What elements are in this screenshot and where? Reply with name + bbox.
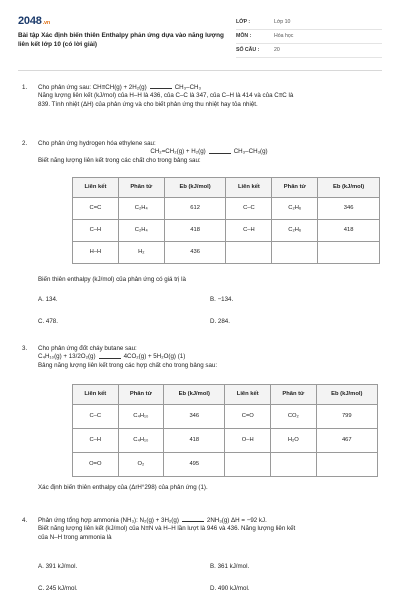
table-header: Eb (kJ/mol)	[316, 385, 377, 405]
table-row	[73, 405, 378, 429]
table-cell: C–H	[73, 429, 119, 453]
question-3-prompt	[22, 484, 382, 494]
equation-left: CH₂=CH₂(g) + H₂(g)	[150, 148, 206, 156]
meta-row-class	[236, 16, 382, 30]
option-b[interactable]: B. −134.	[210, 296, 234, 303]
question-number: 1.	[22, 84, 28, 91]
logo-suffix: .vn	[42, 20, 51, 26]
table-header: Liên kết	[73, 178, 119, 198]
reaction-arrow	[209, 150, 231, 154]
question-3	[22, 345, 382, 379]
question-text	[38, 84, 380, 92]
table-row	[73, 242, 380, 264]
question-number: 3.	[22, 345, 28, 352]
table-cell: C₂H₄	[118, 220, 164, 242]
question-number: 4.	[22, 517, 28, 524]
question-text: Năng lượng liên kết (kJ/mol) của H–H là 436, của C–C là 347, của C–H là 414 và của C≡C là	[38, 92, 294, 100]
table-cell: C–C	[73, 405, 119, 429]
table-cell: H₂O	[271, 429, 317, 453]
equation-left: C₄H₁₀(g) + 13/2O₂(g)	[38, 353, 96, 361]
option-a[interactable]: A. 391 kJ/mol.	[38, 563, 78, 570]
reaction-arrow	[99, 355, 121, 359]
option-d[interactable]: D. 284.	[210, 318, 230, 325]
question-body	[38, 517, 380, 542]
table-cell	[316, 453, 377, 477]
table-cell: C₂H₆	[272, 220, 318, 242]
table-header-row	[73, 385, 378, 405]
option-b[interactable]: B. 361 kJ/mol.	[210, 563, 250, 570]
table-header: Liên kết	[225, 385, 271, 405]
option-d[interactable]: D. 490 kJ/mol.	[210, 585, 250, 592]
question-text: của N–H trong ammonia là	[38, 533, 112, 541]
table-cell: O–H	[225, 429, 271, 453]
reaction-arrow	[182, 518, 204, 522]
table-cell: 346	[164, 405, 225, 429]
meta-label: MÔN :	[236, 32, 252, 39]
table-cell: C=O	[225, 405, 271, 429]
table-cell: C₂H₆	[272, 198, 318, 220]
table-header: Phân tử	[118, 178, 164, 198]
option-a[interactable]: A. 134.	[38, 296, 58, 303]
table-cell: O=O	[73, 453, 119, 477]
option-c[interactable]: C. 478.	[38, 318, 58, 325]
table-cell	[271, 453, 317, 477]
table-cell	[226, 242, 272, 264]
document-header	[18, 12, 382, 62]
table-cell: 467	[316, 429, 377, 453]
table-cell: C=C	[73, 198, 119, 220]
table-header: Phân tử	[271, 385, 317, 405]
table-cell	[225, 453, 271, 477]
reaction-arrow	[150, 85, 172, 89]
table-header: Phân tử	[272, 178, 318, 198]
table-row	[73, 220, 380, 242]
equation-right: 4CO₂(g) + 5H₂O(g) (1)	[123, 353, 186, 361]
question-number: 2.	[22, 140, 28, 147]
table-header: Eb (kJ/mol)	[318, 178, 380, 198]
table-header: Eb (kJ/mol)	[164, 178, 226, 198]
meta-box	[236, 16, 382, 58]
table-cell: C–H	[226, 220, 272, 242]
table-header: Phân tử	[118, 385, 164, 405]
question-body	[38, 276, 380, 284]
meta-value: 20	[274, 46, 280, 53]
table-header: Liên kết	[73, 385, 119, 405]
question-body	[38, 345, 380, 370]
question-text: Cho phản ứng đốt cháy butane sau:	[38, 345, 137, 352]
equation-right: CH₃–CH₃(g)	[233, 148, 268, 156]
bond-energy-table-3	[72, 384, 378, 477]
question-1	[22, 84, 382, 118]
table-cell: O₂	[118, 453, 164, 477]
question-4	[22, 517, 382, 551]
meta-label: LỚP :	[236, 18, 251, 25]
table-cell: 346	[318, 198, 380, 220]
meta-value: Lớp 10	[274, 18, 291, 25]
equation-left: Phản ứng tổng hợp ammonia (NH₃): N₂(g) + 3H₂(g)	[38, 517, 179, 524]
equation	[38, 353, 380, 361]
table-cell: C–C	[226, 198, 272, 220]
table-cell	[272, 242, 318, 264]
question-text: 839. Tính nhiệt (ΔH) của phản ứng và cho biết phản ứng thu nhiệt hay tỏa nhiệt.	[38, 100, 258, 108]
header-divider	[18, 70, 382, 71]
equation	[38, 148, 380, 156]
table-intro: Bảng năng lượng liên kết trong các hợp chất cho trong bảng sau:	[38, 361, 218, 369]
table-cell: 418	[318, 220, 380, 242]
table-cell: 418	[164, 429, 225, 453]
table-header-row	[73, 178, 380, 198]
table-cell: 799	[316, 405, 377, 429]
page-title: Bài tập Xác định biến thiên Enthalpy phản ứng dựa vào năng lượng liên kết lớp 10 (có lời giải)	[18, 32, 224, 48]
table-cell: H₂	[118, 242, 164, 264]
question-body	[38, 140, 380, 165]
meta-value: Hóa học	[274, 32, 294, 39]
bond-energy-table-2	[72, 177, 380, 264]
question-text	[38, 517, 380, 525]
table-cell: C–H	[73, 220, 119, 242]
question-2	[22, 140, 382, 166]
table-row	[73, 453, 378, 477]
logo-text: 2048	[18, 15, 42, 27]
table-cell: C₄H₁₀	[118, 429, 164, 453]
table-cell	[318, 242, 380, 264]
meta-label: SỐ CÂU :	[236, 46, 260, 53]
question-text: Xác định biến thiên enthalpy của (ΔrH°298) của phản ứng (1).	[38, 484, 208, 491]
table-cell: 495	[164, 453, 225, 477]
equation-right: 2NH₃(g) ΔH = −92 kJ.	[206, 517, 267, 524]
question-text: Cho phản ứng hydrogen hóa ethylene sau:	[38, 140, 156, 147]
table-cell: 436	[164, 242, 226, 264]
site-logo[interactable]	[18, 14, 50, 29]
table-intro: Biết năng lượng liên kết trong các chất cho trong bảng sau:	[38, 156, 201, 164]
table-cell: 612	[164, 198, 226, 220]
question-text: Biến thiên enthalpy (kJ/mol) của phản ứng có giá trị là	[38, 276, 186, 283]
question-body	[38, 484, 380, 492]
question-2-prompt	[22, 276, 382, 286]
table-cell: H–H	[73, 242, 119, 264]
table-header: Liên kết	[226, 178, 272, 198]
meta-row-count	[236, 44, 382, 58]
meta-row-subject	[236, 30, 382, 44]
option-c[interactable]: C. 245 kJ/mol.	[38, 585, 78, 592]
equation-right: CH₃–CH₃	[174, 84, 202, 91]
table-cell: C₄H₁₀	[118, 405, 164, 429]
table-cell: CO₂	[271, 405, 317, 429]
table-cell: 418	[164, 220, 226, 242]
table-header: Eb (kJ/mol)	[164, 385, 225, 405]
table-cell: C₂H₄	[118, 198, 164, 220]
question-body	[38, 84, 380, 109]
equation-left: Cho phản ứng sau: CH≡CH(g) + 2H₂(g)	[38, 84, 147, 91]
table-row	[73, 198, 380, 220]
question-text: Biết năng lượng liên kết (kJ/mol) của N≡N và H–H lần lượt là 946 và 436. Năng lượng liên kết	[38, 525, 296, 533]
table-row	[73, 429, 378, 453]
